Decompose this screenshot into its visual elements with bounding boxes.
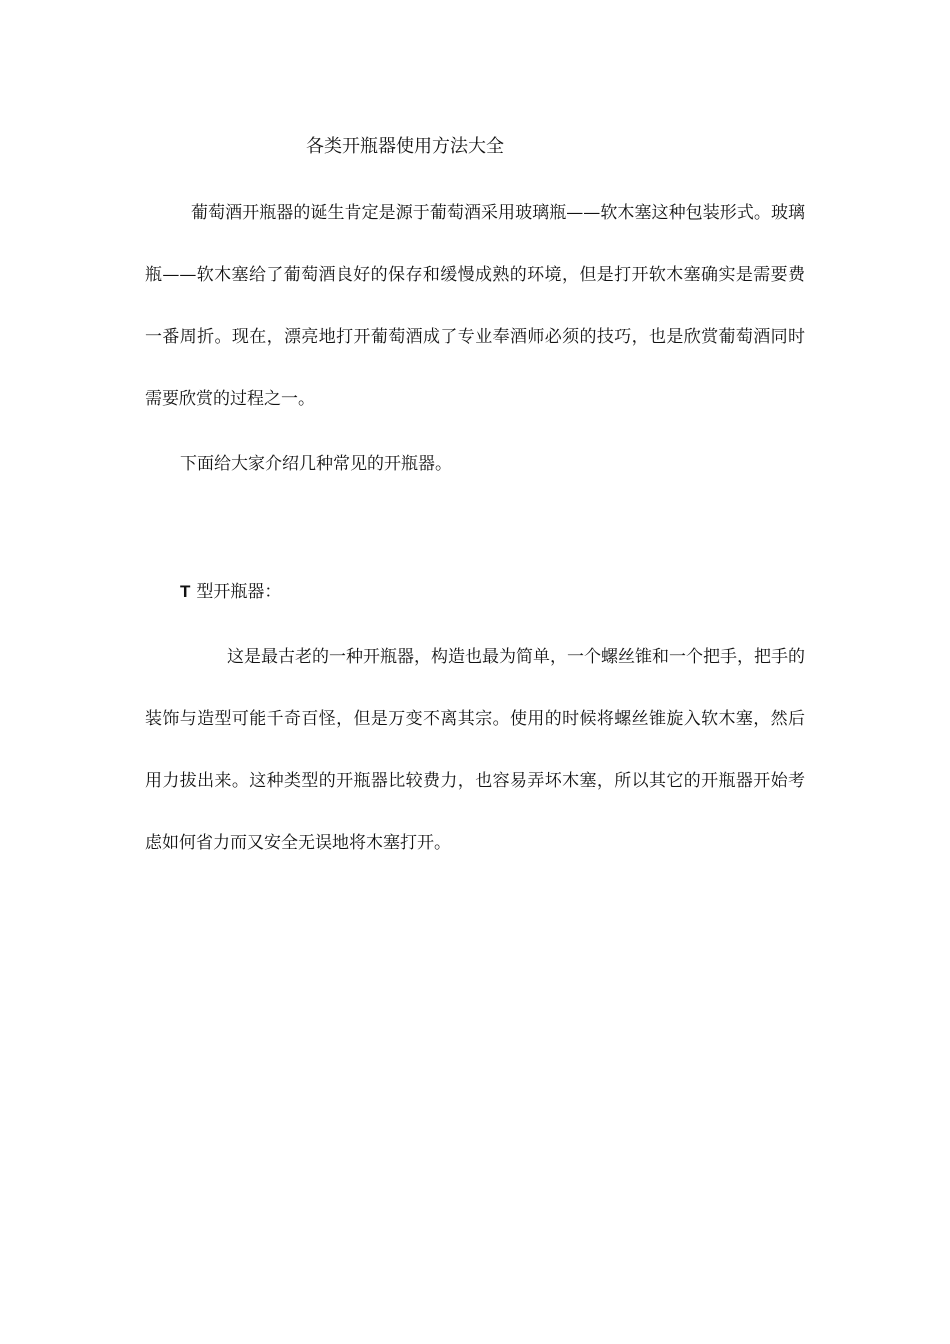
- section-heading-t-opener: [180, 580, 281, 604]
- section-heading-letter: T: [180, 582, 191, 601]
- document-title: 各类开瓶器使用方法大全: [306, 136, 504, 157]
- section-heading-text: 型开瓶器：: [196, 582, 282, 602]
- intro-line: 下面给大家介绍几种常见的开瓶器。: [180, 454, 452, 474]
- section-paragraph-t-opener: 这是最古老的一种开瓶器，构造也最为简单，一个螺丝锥和一个把手，把手的装饰与造型可能千奇百怪，但是万变不离其宗。使用的时候将螺丝锥旋入软木塞，然后用力拔出来。这种类型的开瓶器比较费力，也容易弄坏木塞，所以其它的开瓶器开始考虑如何省力而又安全无误地将木塞打开。: [145, 647, 805, 853]
- intro-paragraph: 葡萄酒开瓶器的诞生肯定是源于葡萄酒采用玻璃瓶——软木塞这种包装形式。玻璃瓶——软木塞给了葡萄酒良好的保存和缓慢成熟的环境，但是打开软木塞确实是需要费一番周折。现在，漂亮地打开葡萄酒成了专业奉酒师必须的技巧，也是欣赏葡萄酒同时需要欣赏的过程之一。: [145, 203, 805, 409]
